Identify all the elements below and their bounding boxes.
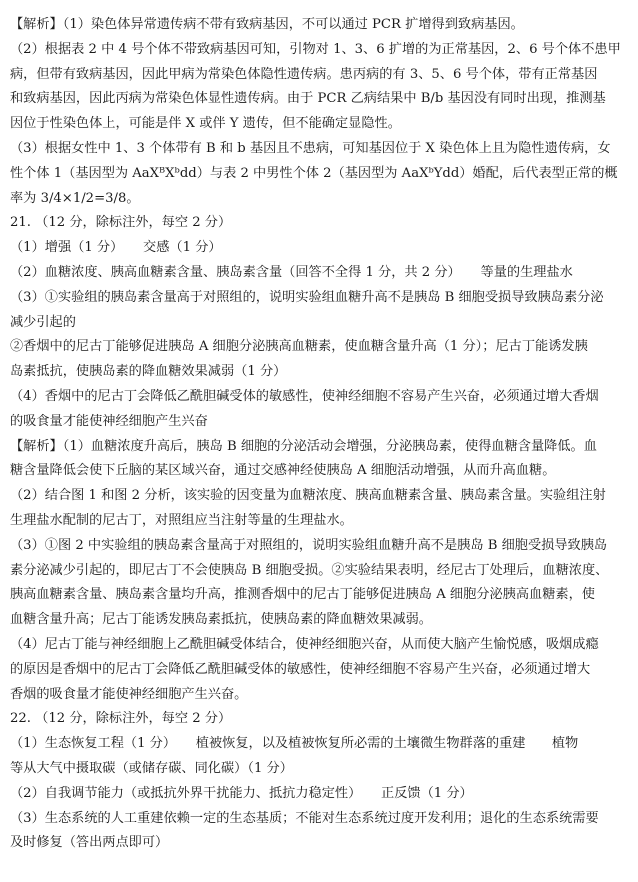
text-line: 率为 3/4×1/2=3/8。 bbox=[10, 190, 140, 206]
text-line: 病，但带有致病基因，因此甲病为常染色体隐性遗传病。患丙病的有 3、5、6 号个体，带有正常基因 bbox=[10, 66, 598, 82]
text-line: （1）增强（1 分） 交感（1 分） bbox=[10, 240, 222, 256]
text-line: 等从大气中摄取碳（或储存碳、同化碳）（1 分） bbox=[10, 760, 293, 776]
text-line: （3）根据女性中 1、3 个体带有 B 和 b 基因且不患病，可知基因位于 X 染色体上且为隐性遗传病，女 bbox=[10, 140, 611, 156]
text-line: （2）结合图 1 和图 2 分析，该实验的因变量为血糖浓度、胰高血糖素含量、胰岛素含量。实验组注射 bbox=[10, 488, 606, 504]
text-line: 生理盐水配制的尼古丁，对照组应当注射等量的生理盐水。 bbox=[10, 512, 353, 528]
question-heading: 21. （12 分，除标注外，每空 2 分） bbox=[10, 215, 232, 231]
text-line: 减少引起的 bbox=[10, 314, 76, 330]
text-line: 【解析】（1）血糖浓度升高后，胰岛 B 细胞的分泌活动会增强，分泌胰岛素，使得血糖含量降低。血 bbox=[10, 438, 597, 454]
text-line: 及时修复（答出两点即可） bbox=[10, 835, 169, 851]
text-line: 素分泌减少引起的，即尼古丁不会使胰岛 B 细胞受损。②实验结果表明，经尼古丁处理后，血糖浓度、 bbox=[10, 562, 609, 578]
text-line: 和致病基因，因此丙病为常染色体显性遗传病。由于 PCR 乙病结果中 B/b 基因没有同时出现，推测基 bbox=[10, 91, 606, 107]
question-heading: 22. （12 分，除标注外，每空 2 分） bbox=[10, 711, 232, 727]
text-line: 糖含量降低会使下丘脑的某区域兴奋，通过交感神经使胰岛 A 细胞活动增强，从而升高血糖。 bbox=[10, 463, 556, 479]
text-line: 血糖含量升高；尼古丁能诱发胰岛素抵抗，使胰岛素的降血糖效果减弱。 bbox=[10, 612, 432, 628]
text-line: 因位于性染色体上，可能是伴 X 或伴 Y 遗传，但不能确定显隐性。 bbox=[10, 116, 401, 132]
text-line: （4）尼古丁能与神经细胞上乙酰胆碱受体结合，使神经细胞兴奋，从而使大脑产生愉悦感，吸烟成瘾 bbox=[10, 636, 599, 652]
text-line: （3）①实验组的胰岛素含量高于对照组的，说明实验组血糖升高不是胰岛 B 细胞受损导致胰岛素分泌 bbox=[10, 289, 604, 305]
text-line: 的吸食量才能使神经细胞产生兴奋 bbox=[10, 413, 208, 429]
text-line: 【解析】（1）染色体异常遗传病不带有致病基因，不可以通过 PCR 扩增得到致病基因。 bbox=[10, 17, 524, 32]
text-line: （4）香烟中的尼古丁会降低乙酰胆碱受体的敏感性，使神经细胞不容易产生兴奋，必须通过增大香烟 bbox=[10, 388, 599, 404]
text-line: 的原因是香烟中的尼古丁会降低乙酰胆碱受体的敏感性，使神经细胞不容易产生兴奋，必须通过增大 bbox=[10, 661, 591, 677]
text-line: ②香烟中的尼古丁能够促进胰岛 A 细胞分泌胰高血糖素，使血糖含量升高（1 分）；尼古丁能诱发胰 bbox=[10, 339, 588, 355]
text-line: （3）生态系统的人工重建依赖一定的生态基质；不能对生态系统过度开发利用；退化的生态系统需要 bbox=[10, 810, 599, 826]
text-line: 性个体 1（基因型为 AaXᴮXᵇdd）与表 2 中男性个体 2（基因型为 AaXᵇYdd）婚配，后代表型正常的概 bbox=[10, 165, 618, 181]
text-line: （1）生态恢复工程（1 分） 植被恢复，以及植被恢复所必需的土壤微生物群落的重建 植物 bbox=[10, 736, 579, 752]
text-line: （2）血糖浓度、胰高血糖素含量、胰岛素含量（回答不全得 1 分，共 2 分） 等量的生理盐水 bbox=[10, 264, 573, 280]
text-line: 岛素抵抗，使胰岛素的降血糖效果减弱（1 分） bbox=[10, 364, 287, 380]
text-line: 胰高血糖素含量、胰岛素含量均升高，推测香烟中的尼古丁能够促进胰岛 A 细胞分泌胰高血糖素，使 bbox=[10, 587, 595, 603]
text-line: （2）根据表 2 中 4 号个体不带致病基因可知，引物对 1、3、6 扩增的为正常基因，2、6 号个体不患甲 bbox=[10, 41, 621, 57]
text-line: 香烟的吸食量才能使神经细胞产生兴奋。 bbox=[10, 686, 248, 702]
text-line: （2）自我调节能力（或抵抗外界干扰能力、抵抗力稳定性） 正反馈（1 分） bbox=[10, 785, 473, 801]
text-line: （3）①图 2 中实验组的胰岛素含量高于对照组的，说明实验组血糖升高不是胰岛 B 细胞受损导致胰岛 bbox=[10, 537, 608, 553]
